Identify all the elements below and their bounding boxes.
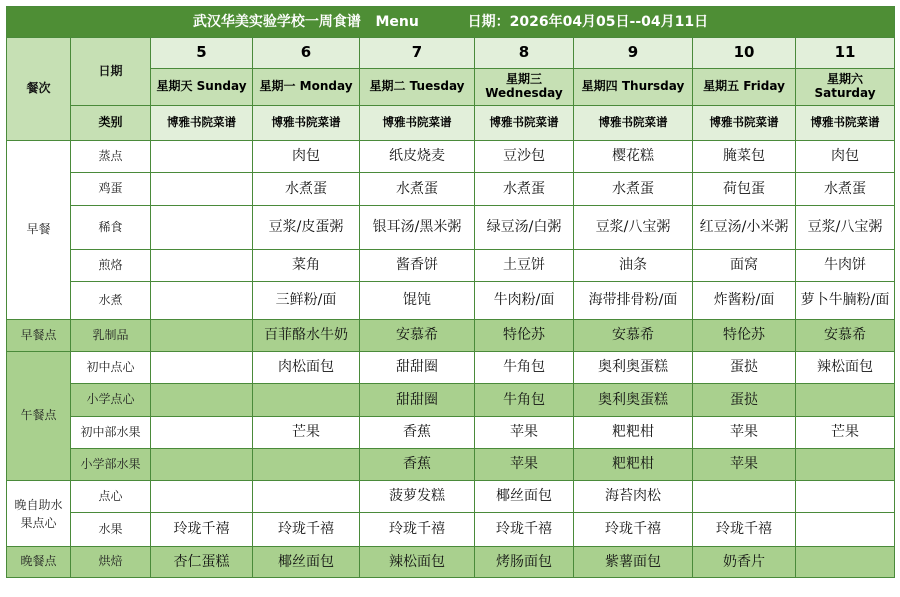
- menu-source: 博雅书院菜谱: [574, 106, 693, 141]
- menu-item: 苹果: [693, 417, 796, 449]
- menu-item: 三鲜粉/面: [253, 282, 360, 320]
- menu-item: 水煮蛋: [796, 173, 895, 206]
- menu-item: [796, 481, 895, 513]
- date-number: 11: [796, 38, 895, 69]
- menu-item: 杏仁蛋糕: [151, 547, 253, 578]
- menu-item: 甜甜圈: [360, 384, 475, 417]
- menu-item: 油条: [574, 250, 693, 282]
- weekday-header: 星期三 Wednesday: [475, 69, 574, 106]
- food-category: 小学部水果: [71, 449, 151, 481]
- meal-period-label: 晚自助水果点心: [7, 481, 71, 547]
- food-category: 鸡蛋: [71, 173, 151, 206]
- food-category: 煎烙: [71, 250, 151, 282]
- menu-item: 安慕希: [574, 320, 693, 352]
- menu-item: 甜甜圈: [360, 352, 475, 384]
- menu-item: 樱花糕: [574, 141, 693, 173]
- menu-row: [7, 141, 895, 173]
- menu-item: 芒果: [796, 417, 895, 449]
- menu-row: [7, 250, 895, 282]
- food-category: 点心: [71, 481, 151, 513]
- meal-period-label: 早餐: [7, 141, 71, 320]
- menu-item: 腌菜包: [693, 141, 796, 173]
- meal-period-label: 晚餐点: [7, 547, 71, 578]
- menu-item: 椰丝面包: [253, 547, 360, 578]
- weekday-header: 星期二 Tuesday: [360, 69, 475, 106]
- menu-row: [7, 206, 895, 250]
- menu-item: 水煮蛋: [475, 173, 574, 206]
- food-category: 蒸点: [71, 141, 151, 173]
- menu-item: [796, 513, 895, 547]
- menu-item: 银耳汤/黑米粥: [360, 206, 475, 250]
- menu-item: [151, 417, 253, 449]
- menu-item: 绿豆汤/白粥: [475, 206, 574, 250]
- menu-item: 牛角包: [475, 352, 574, 384]
- menu-title-bar: [7, 7, 895, 38]
- menu-item: 蛋挞: [693, 352, 796, 384]
- menu-date-range: 日期：2026年04月05日--04月11日: [467, 13, 709, 30]
- menu-item: [151, 250, 253, 282]
- menu-item: [151, 352, 253, 384]
- food-category: 稀食: [71, 206, 151, 250]
- menu-item: 菠萝发糕: [360, 481, 475, 513]
- food-category: 水果: [71, 513, 151, 547]
- menu-item: 红豆汤/小米粥: [693, 206, 796, 250]
- menu-item: 纸皮烧麦: [360, 141, 475, 173]
- menu-source: 博雅书院菜谱: [360, 106, 475, 141]
- menu-item: 牛肉粉/面: [475, 282, 574, 320]
- menu-item: 椰丝面包: [475, 481, 574, 513]
- weekday-header: 星期一 Monday: [253, 69, 360, 106]
- menu-item: 海带排骨粉/面: [574, 282, 693, 320]
- menu-item: [796, 449, 895, 481]
- menu-item: 安慕希: [796, 320, 895, 352]
- meal-header: 餐次: [7, 38, 71, 141]
- menu-row: [7, 173, 895, 206]
- menu-row: [7, 449, 895, 481]
- menu-item: 豆浆/八宝粥: [574, 206, 693, 250]
- food-category: 乳制品: [71, 320, 151, 352]
- food-category: 初中部水果: [71, 417, 151, 449]
- menu-item: 粑粑柑: [574, 449, 693, 481]
- menu-item: [151, 282, 253, 320]
- date-number: 8: [475, 38, 574, 69]
- menu-item: 荷包蛋: [693, 173, 796, 206]
- date-number: 9: [574, 38, 693, 69]
- menu-item: 馄饨: [360, 282, 475, 320]
- date-number: 5: [151, 38, 253, 69]
- menu-item: [796, 547, 895, 578]
- menu-item: 肉包: [253, 141, 360, 173]
- menu-source: 博雅书院菜谱: [693, 106, 796, 141]
- menu-item: 特伦苏: [693, 320, 796, 352]
- menu-item: 萝卜牛腩粉/面: [796, 282, 895, 320]
- weekday-header: 星期六 Saturday: [796, 69, 895, 106]
- menu-item: [151, 173, 253, 206]
- menu-item: 菜角: [253, 250, 360, 282]
- date-number: 7: [360, 38, 475, 69]
- menu-item: 炸酱粉/面: [693, 282, 796, 320]
- menu-item: 奥利奥蛋糕: [574, 384, 693, 417]
- menu-item: 玲珑千禧: [151, 513, 253, 547]
- menu-item: 海苔肉松: [574, 481, 693, 513]
- menu-source: 博雅书院菜谱: [475, 106, 574, 141]
- menu-item: 土豆饼: [475, 250, 574, 282]
- menu-item: [151, 206, 253, 250]
- menu-item: 香蕉: [360, 449, 475, 481]
- menu-item: 苹果: [475, 417, 574, 449]
- menu-item: [253, 384, 360, 417]
- menu-item: 奥利奥蛋糕: [574, 352, 693, 384]
- menu-item: [151, 141, 253, 173]
- menu-row: [7, 547, 895, 578]
- menu-item: 玲珑千禧: [574, 513, 693, 547]
- menu-item: 豆浆/皮蛋粥: [253, 206, 360, 250]
- menu-item: 水煮蛋: [253, 173, 360, 206]
- menu-item: 玲珑千禧: [360, 513, 475, 547]
- menu-item: 辣松面包: [360, 547, 475, 578]
- menu-item: [151, 320, 253, 352]
- menu-item: 肉松面包: [253, 352, 360, 384]
- food-category: 小学点心: [71, 384, 151, 417]
- menu-item: 水煮蛋: [360, 173, 475, 206]
- menu-item: 苹果: [693, 449, 796, 481]
- menu-item: 苹果: [475, 449, 574, 481]
- menu-row: [7, 384, 895, 417]
- date-number: 6: [253, 38, 360, 69]
- menu-item: 奶香片: [693, 547, 796, 578]
- menu-item: 香蕉: [360, 417, 475, 449]
- menu-item: 烤肠面包: [475, 547, 574, 578]
- menu-item: 玲珑千禧: [475, 513, 574, 547]
- menu-item: 酱香饼: [360, 250, 475, 282]
- date-number: 10: [693, 38, 796, 69]
- weekday-header: 星期五 Friday: [693, 69, 796, 106]
- menu-item: 蛋挞: [693, 384, 796, 417]
- menu-row: [7, 352, 895, 384]
- meal-period-label: 早餐点: [7, 320, 71, 352]
- menu-row: [7, 320, 895, 352]
- menu-row: [7, 282, 895, 320]
- menu-item: 特伦苏: [475, 320, 574, 352]
- category-header: 类别: [71, 106, 151, 141]
- menu-source: 博雅书院菜谱: [796, 106, 895, 141]
- menu-item: 豆沙包: [475, 141, 574, 173]
- meal-period-label: 午餐点: [7, 352, 71, 481]
- menu-item: [253, 449, 360, 481]
- food-category: 烘焙: [71, 547, 151, 578]
- menu-source: 博雅书院菜谱: [151, 106, 253, 141]
- menu-sheet: [6, 6, 894, 578]
- menu-item: 百菲酪水牛奶: [253, 320, 360, 352]
- menu-item: [151, 384, 253, 417]
- menu-item: 面窝: [693, 250, 796, 282]
- menu-row: [7, 513, 895, 547]
- weekday-header: 星期四 Thursday: [574, 69, 693, 106]
- menu-item: [693, 481, 796, 513]
- menu-item: 牛肉饼: [796, 250, 895, 282]
- menu-item: [253, 481, 360, 513]
- menu-title: 武汉华美实验学校一周食谱 Menu: [192, 13, 419, 30]
- menu-item: 粑粑柑: [574, 417, 693, 449]
- menu-row: [7, 417, 895, 449]
- food-category: 水煮: [71, 282, 151, 320]
- menu-item: 水煮蛋: [574, 173, 693, 206]
- menu-item: 玲珑千禧: [693, 513, 796, 547]
- menu-item: 芒果: [253, 417, 360, 449]
- weekly-menu-table: [6, 6, 895, 578]
- menu-row: [7, 481, 895, 513]
- menu-item: 豆浆/八宝粥: [796, 206, 895, 250]
- menu-source: 博雅书院菜谱: [253, 106, 360, 141]
- menu-item: [151, 481, 253, 513]
- menu-item: 玲珑千禧: [253, 513, 360, 547]
- weekday-header: 星期天 Sunday: [151, 69, 253, 106]
- menu-item: [151, 449, 253, 481]
- menu-item: 肉包: [796, 141, 895, 173]
- date-header: 日期: [71, 38, 151, 106]
- menu-item: 辣松面包: [796, 352, 895, 384]
- menu-item: 紫薯面包: [574, 547, 693, 578]
- menu-item: 牛角包: [475, 384, 574, 417]
- menu-item: 安慕希: [360, 320, 475, 352]
- food-category: 初中点心: [71, 352, 151, 384]
- menu-item: [796, 384, 895, 417]
